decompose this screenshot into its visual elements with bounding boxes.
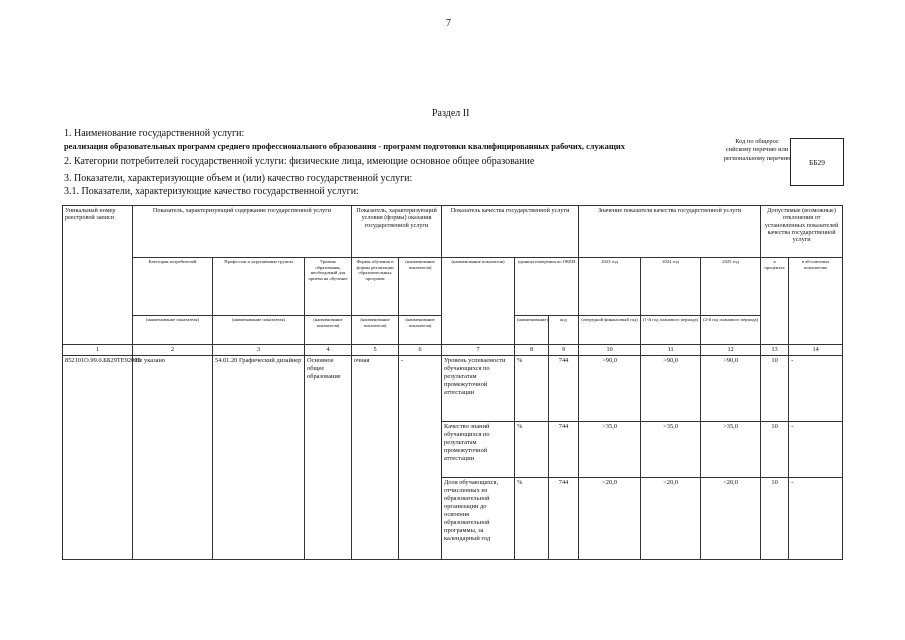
value-2025: >35,0: [701, 422, 761, 478]
deviation-percent: 10: [761, 356, 789, 422]
column-numbers-row: [63, 345, 843, 356]
registry-code: 852101О.99.0.ББ29ТЕ92002: [63, 356, 133, 560]
col-number: 13: [761, 345, 789, 356]
sub-2023: 2023 год: [579, 258, 641, 316]
deviation-absolute: -: [789, 422, 843, 478]
value-2025: <20,0: [701, 478, 761, 560]
header-content: Показатель, характеризующий содержание государственной услуги: [133, 206, 352, 258]
section-title: Раздел II: [432, 108, 470, 119]
value-2023: >35,0: [579, 422, 641, 478]
code-label: Код по общерос сийскому перечню или региональному перечню: [723, 138, 791, 162]
sub-2025: 2025 год: [701, 258, 761, 316]
deviation-percent: 10: [761, 422, 789, 478]
col-number: 14: [789, 345, 843, 356]
code-value: ББ29: [809, 157, 825, 167]
sub-unit-name: (наименование): [515, 316, 549, 345]
education-level-cell: Основное общее образование: [305, 356, 352, 560]
okei-code-cell: 744: [549, 356, 579, 422]
sub-forms: Формы обучения и формы реализации образовательных программ: [352, 258, 399, 316]
header-values: Значение показателя качества государственной услуги: [579, 206, 761, 258]
col-number: 7: [442, 345, 515, 356]
code-box: [790, 138, 844, 186]
col-number: 4: [305, 345, 352, 356]
indicator-6-cell: -: [399, 356, 442, 560]
sub-absolute: в абсолютных показателях: [789, 258, 843, 345]
header-deviation: Допустимые (возможные) отклонения от установленных показателей качества государственной услуги: [761, 206, 843, 258]
col-number: 3: [213, 345, 305, 356]
okei-code-cell: 744: [549, 478, 579, 560]
col-number: 11: [641, 345, 701, 356]
col-number: 5: [352, 345, 399, 356]
header-conditions: Показатель, характеризующий условия (формы) оказания государственной услуги: [352, 206, 442, 258]
sub-name-1: (наименование показателя): [133, 316, 213, 345]
quality-indicator-name: Качество знаний обучающихся по результатам промежуточной аттестации: [442, 422, 515, 478]
sub-next-year: (очередной финансовый год): [579, 316, 641, 345]
study-form-cell: очная: [352, 356, 399, 560]
col-number: 9: [549, 345, 579, 356]
sub-unit-code: код: [549, 316, 579, 345]
sub-name-4: (наименование показателя): [352, 316, 399, 345]
value-2025: >90,0: [701, 356, 761, 422]
table-row: [63, 356, 843, 422]
indicators-heading: 3. Показатели, характеризующие объем и (или) качество государственной услуги:: [64, 173, 413, 184]
okei-code-cell: 744: [549, 422, 579, 478]
service-name-label: 1. Наименование государственной услуги:: [64, 128, 245, 139]
value-2024: >35,0: [641, 422, 701, 478]
col-number: 2: [133, 345, 213, 356]
quality-indicator-name: Уровень успеваемости обучающихся по результатам промежуточной аттестации: [442, 356, 515, 422]
sub-name-2: (наименование показателя): [213, 316, 305, 345]
header-registry: Уникальный номер реестровой записи: [63, 206, 133, 345]
sub-first-plan-year: (1-й год планового периода): [641, 316, 701, 345]
sub-2024: 2024 год: [641, 258, 701, 316]
deviation-percent: 10: [761, 478, 789, 560]
col-number: 12: [701, 345, 761, 356]
value-2023: >90,0: [579, 356, 641, 422]
quality-table: [62, 205, 843, 560]
sub-name-3: (наименование показателя): [305, 316, 352, 345]
col-number: 8: [515, 345, 549, 356]
deviation-absolute: -: [789, 478, 843, 560]
sub-name-indicator: (наименование показателя): [399, 258, 442, 316]
sub-name-5: (наименование показателя): [399, 316, 442, 345]
quality-indicator-name: Доля обучающихся, отчисленных из образовательной организации до освоения образовательной программы, за календарный год: [442, 478, 515, 560]
sub-unit: единица измерения по ОКЕИ: [515, 258, 579, 316]
value-2024: >90,0: [641, 356, 701, 422]
col-number: 6: [399, 345, 442, 356]
quality-indicators-heading: 3.1. Показатели, характеризующие качество государственной услуги:: [64, 186, 359, 197]
page-number: 7: [446, 18, 451, 29]
sub-level: Уровень образования, необходимый для приема на обучение: [305, 258, 352, 316]
header-quality: Показатель качества государственной услуги: [442, 206, 579, 258]
sub-quality-name: (наименование показателя): [442, 258, 515, 345]
deviation-absolute: -: [789, 356, 843, 422]
unit-cell: %: [515, 422, 549, 478]
unit-cell: %: [515, 356, 549, 422]
profession-cell: 54.01.20 Графический дизайнер: [213, 356, 305, 560]
consumer-category-cell: Не указано: [133, 356, 213, 560]
col-number: 1: [63, 345, 133, 356]
sub-second-plan-year: (2-й год планового периода): [701, 316, 761, 345]
unit-cell: %: [515, 478, 549, 560]
consumer-category: 2. Категории потребителей государственной услуги: физические лица, имеющие основное общее образование: [64, 156, 535, 167]
sub-profession: Профессии и укрупненные группы: [213, 258, 305, 316]
sub-category: Категория потребителей: [133, 258, 213, 316]
value-2023: <20,0: [579, 478, 641, 560]
sub-percent: в процентах: [761, 258, 789, 345]
service-name-value: реализация образовательных программ среднего профессионального образования - программ подготовки квалифицированных рабочих, служащих: [64, 142, 625, 151]
col-number: 10: [579, 345, 641, 356]
value-2024: <20,0: [641, 478, 701, 560]
